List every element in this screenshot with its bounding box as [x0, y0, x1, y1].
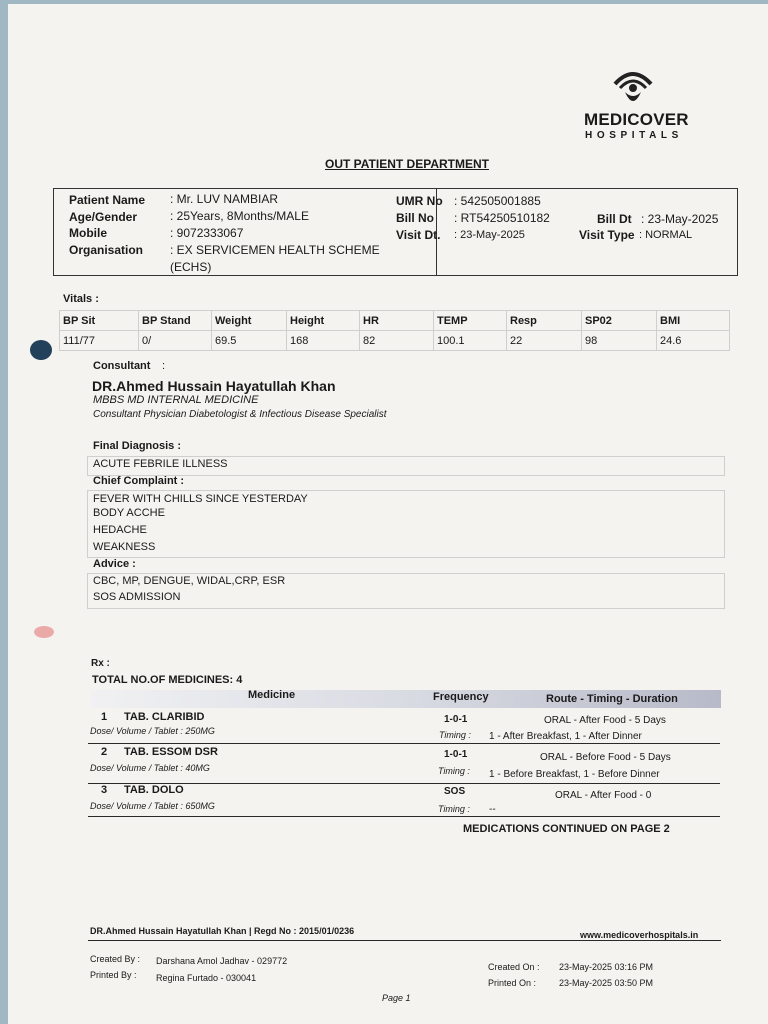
- vitals-table: [59, 310, 730, 351]
- vitals-header-cell: SP02: [582, 311, 657, 331]
- col-frequency: Frequency: [433, 691, 489, 703]
- visit-date-label: Visit Dt.: [396, 228, 441, 242]
- medicine-dose: Dose/ Volume / Tablet : 650MG: [90, 801, 215, 811]
- medicine-number: 2: [101, 746, 108, 758]
- complaint-line: BODY ACCHE: [93, 507, 165, 519]
- medicine-name: TAB. ESSOM DSR: [124, 746, 218, 758]
- organisation: : EX SERVICEMEN HEALTH SCHEME: [170, 243, 380, 257]
- age-gender: : 25Years, 8Months/MALE: [170, 209, 309, 223]
- patient-name: : Mr. LUV NAMBIAR: [170, 192, 279, 206]
- ink-mark: [34, 626, 54, 638]
- medicine-name: TAB. DOLO: [124, 784, 184, 796]
- consultant-name: DR.Ahmed Hussain Hayatullah Khan: [92, 378, 336, 394]
- consultant-degree: MBBS MD INTERNAL MEDICINE: [93, 394, 259, 406]
- col-medicine: Medicine: [248, 689, 296, 701]
- vitals-value-cell: 24.6: [657, 331, 730, 351]
- printed-on: 23-May-2025 03:50 PM: [559, 978, 654, 988]
- rx-label: Rx :: [91, 658, 110, 669]
- timing-label: Timing :: [438, 766, 470, 776]
- department-title: OUT PATIENT DEPARTMENT: [325, 157, 489, 171]
- total-medicines: TOTAL NO.OF MEDICINES: 4: [92, 674, 243, 686]
- row-divider: [88, 816, 720, 817]
- visit-type-label: Visit Type: [579, 228, 635, 242]
- visit-type: : NORMAL: [639, 229, 693, 241]
- medications-continued: MEDICATIONS CONTINUED ON PAGE 2: [463, 823, 670, 835]
- vitals-header-row: [60, 311, 730, 331]
- organisation-label: Organisation: [69, 243, 144, 257]
- medicine-frequency: 1-0-1: [444, 749, 468, 760]
- medicine-timing: --: [489, 804, 496, 815]
- consultant-colon: :: [162, 360, 166, 372]
- vitals-header-cell: Height: [287, 311, 360, 331]
- vitals-header-cell: HR: [360, 311, 434, 331]
- footer-website: www.medicoverhospitals.in: [580, 930, 699, 940]
- complaint-line: FEVER WITH CHILLS SINCE YESTERDAY: [93, 493, 308, 505]
- row-divider: [88, 743, 720, 744]
- medicine-route: ORAL - After Food - 5 Days: [544, 715, 666, 726]
- medicine-timing: 1 - Before Breakfast, 1 - Before Dinner: [489, 769, 660, 780]
- vitals-header-cell: BMI: [657, 311, 730, 331]
- vitals-header-cell: BP Sit: [60, 311, 139, 331]
- vitals-value-cell: 111/77: [60, 331, 139, 351]
- medicine-timing: 1 - After Breakfast, 1 - After Dinner: [489, 731, 642, 742]
- bill-date-label: Bill Dt: [597, 212, 632, 226]
- patient-name-label: Patient Name: [69, 193, 146, 207]
- medicine-frequency: 1-0-1: [444, 714, 468, 725]
- visit-date: : 23-May-2025: [454, 229, 525, 241]
- advice-line: SOS ADMISSION: [93, 591, 181, 603]
- timing-label: Timing :: [438, 804, 470, 814]
- umr-label: UMR No: [396, 194, 443, 208]
- vitals-value-cell: 82: [360, 331, 434, 351]
- mobile: : 9072333067: [170, 226, 244, 240]
- vitals-header-cell: TEMP: [434, 311, 507, 331]
- vitals-value-cell: 22: [507, 331, 582, 351]
- complaint-line: WEAKNESS: [93, 541, 156, 553]
- created-on-label: Created On :: [488, 962, 540, 972]
- prescription-page: [8, 4, 768, 1024]
- timing-label: Timing :: [439, 730, 471, 740]
- advice-label: Advice :: [93, 558, 136, 570]
- footer-doctor: DR.Ahmed Hussain Hayatullah Khan | Regd No : 2015/01/0236: [90, 926, 355, 936]
- consultant-label: Consultant: [93, 360, 151, 372]
- bill-no-label: Bill No: [396, 211, 434, 225]
- created-by: Darshana Amol Jadhav - 029772: [156, 956, 288, 966]
- medicine-frequency: SOS: [444, 786, 466, 797]
- created-on: 23-May-2025 03:16 PM: [559, 962, 654, 972]
- medicine-number: 3: [101, 784, 108, 796]
- medicine-number: 1: [101, 711, 108, 723]
- advice-line: CBC, MP, DENGUE, WIDAL,CRP, ESR: [93, 575, 286, 587]
- medicine-route: ORAL - After Food - 0: [555, 790, 652, 801]
- vitals-value-cell: 100.1: [434, 331, 507, 351]
- vitals-value-cell: 168: [287, 331, 360, 351]
- medicine-name: TAB. CLARIBID: [124, 711, 205, 723]
- page-number: Page 1: [382, 993, 411, 1003]
- final-diagnosis-label: Final Diagnosis :: [93, 440, 182, 452]
- printed-on-label: Printed On :: [488, 978, 537, 988]
- vitals-value-cell: 98: [582, 331, 657, 351]
- created-by-label: Created By :: [90, 954, 141, 964]
- vitals-value-cell: 0/: [139, 331, 212, 351]
- age-gender-label: Age/Gender: [69, 210, 138, 224]
- medicover-logo-icon: [608, 66, 658, 112]
- medicine-dose: Dose/ Volume / Tablet : 250MG: [90, 726, 215, 736]
- complaint-line: HEDACHE: [93, 524, 147, 536]
- bill-number: : RT54250510182: [454, 211, 550, 225]
- vitals-header-cell: Resp: [507, 311, 582, 331]
- printed-by-label: Printed By :: [90, 970, 137, 980]
- bill-date: : 23-May-2025: [641, 212, 719, 226]
- umr-number: : 542505001885: [454, 194, 541, 208]
- vitals-header-cell: BP Stand: [139, 311, 212, 331]
- printed-by: Regina Furtado - 030041: [156, 973, 257, 983]
- logo-name: MEDICOVER: [584, 110, 689, 129]
- vitals-label: Vitals :: [63, 293, 99, 305]
- footer-divider: [88, 940, 721, 941]
- final-diagnosis-text: ACUTE FEBRILE ILLNESS: [93, 458, 228, 470]
- chief-complaint-label: Chief Complaint :: [93, 475, 185, 487]
- vitals-value-cell: 69.5: [212, 331, 287, 351]
- medicine-dose: Dose/ Volume / Tablet : 40MG: [90, 763, 210, 773]
- organisation-line2: (ECHS): [170, 260, 212, 274]
- consultant-specialty: Consultant Physician Diabetologist & Infectious Disease Specialist: [93, 409, 387, 420]
- medicine-route: ORAL - Before Food - 5 Days: [540, 752, 671, 763]
- col-route: Route - Timing - Duration: [546, 693, 678, 705]
- logo-subtitle: HOSPITALS: [585, 130, 683, 141]
- vitals-header-cell: Weight: [212, 311, 287, 331]
- vitals-value-row: [60, 331, 730, 351]
- mobile-label: Mobile: [69, 226, 107, 240]
- punch-hole: [30, 340, 52, 360]
